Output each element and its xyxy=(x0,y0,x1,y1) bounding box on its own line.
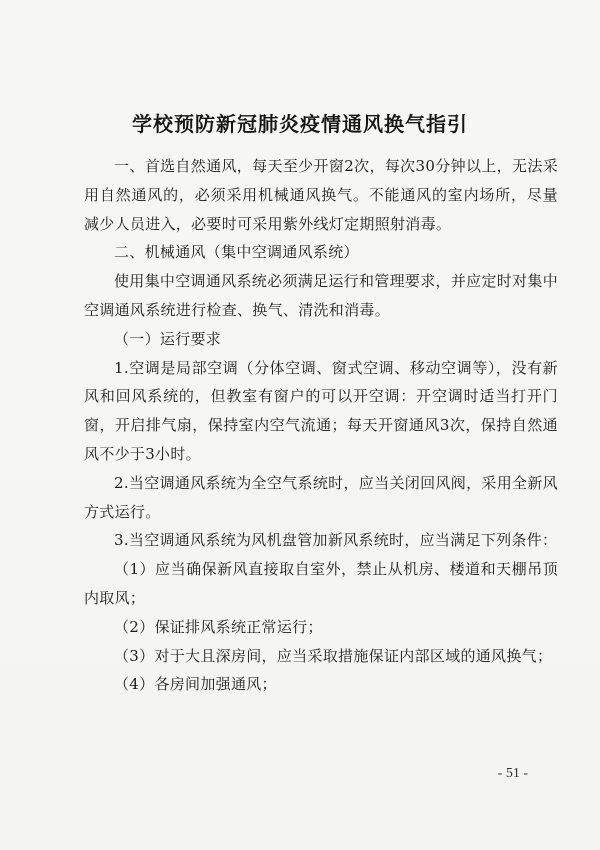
paragraph-sub-3: （3）对于大且深房间，应当采取措施保证内部区域的通风换气； xyxy=(114,646,553,665)
page-number: - 51 - xyxy=(497,766,528,781)
paragraph-item-2: 2.当空调通风系统为全空气系统时，应当关闭回风阀，采用全新风方式运行。 xyxy=(84,473,558,521)
paragraph-sub-1: （1）应当确保新风直接取自室外，禁止从机房、楼道和天棚吊顶内取风； xyxy=(84,560,558,607)
paragraph-central-ac-requirements: 使用集中空调通风系统必须满足运行和管理要求，并应定时对集中空调通风系统进行检查、换气、清洗和消毒。 xyxy=(84,272,558,319)
paragraph-item-3: 3.当空调通风系统为风机盘管加新风系统时，应当满足下列条件： xyxy=(114,531,558,550)
heading-operation-requirements: （一）运行要求 xyxy=(114,329,222,348)
paragraph-item-1: 1.空调是局部空调（分体空调、窗式空调、移动空调等），没有新风和回风系统的，但教室有窗户的可以开空调：开空调时适当打开门窗，开启排气扇，保持室内空气流通；每天开窗通风3次，保持自然通风不少于3小时。 xyxy=(84,358,558,463)
paragraph-sub-2: （2）保证排风系统正常运行； xyxy=(114,617,323,636)
heading-mechanical-ventilation: 二、机械通风（集中空调通风系统） xyxy=(114,243,359,262)
paragraph-sub-4: （4）各房间加强通风； xyxy=(114,675,277,694)
document-body xyxy=(84,152,558,699)
paragraph-natural-ventilation: 一、首选自然通风，每天至少开窗2次，每次30分钟以上，无法采用自然通风的，必须采用机械通风换气。不能通风的室内场所，尽量减少人员进入，必要时可采用紫外线灯定期照射消毒。 xyxy=(84,157,558,233)
document-title: 学校预防新冠肺炎疫情通风换气指引 xyxy=(132,112,468,136)
